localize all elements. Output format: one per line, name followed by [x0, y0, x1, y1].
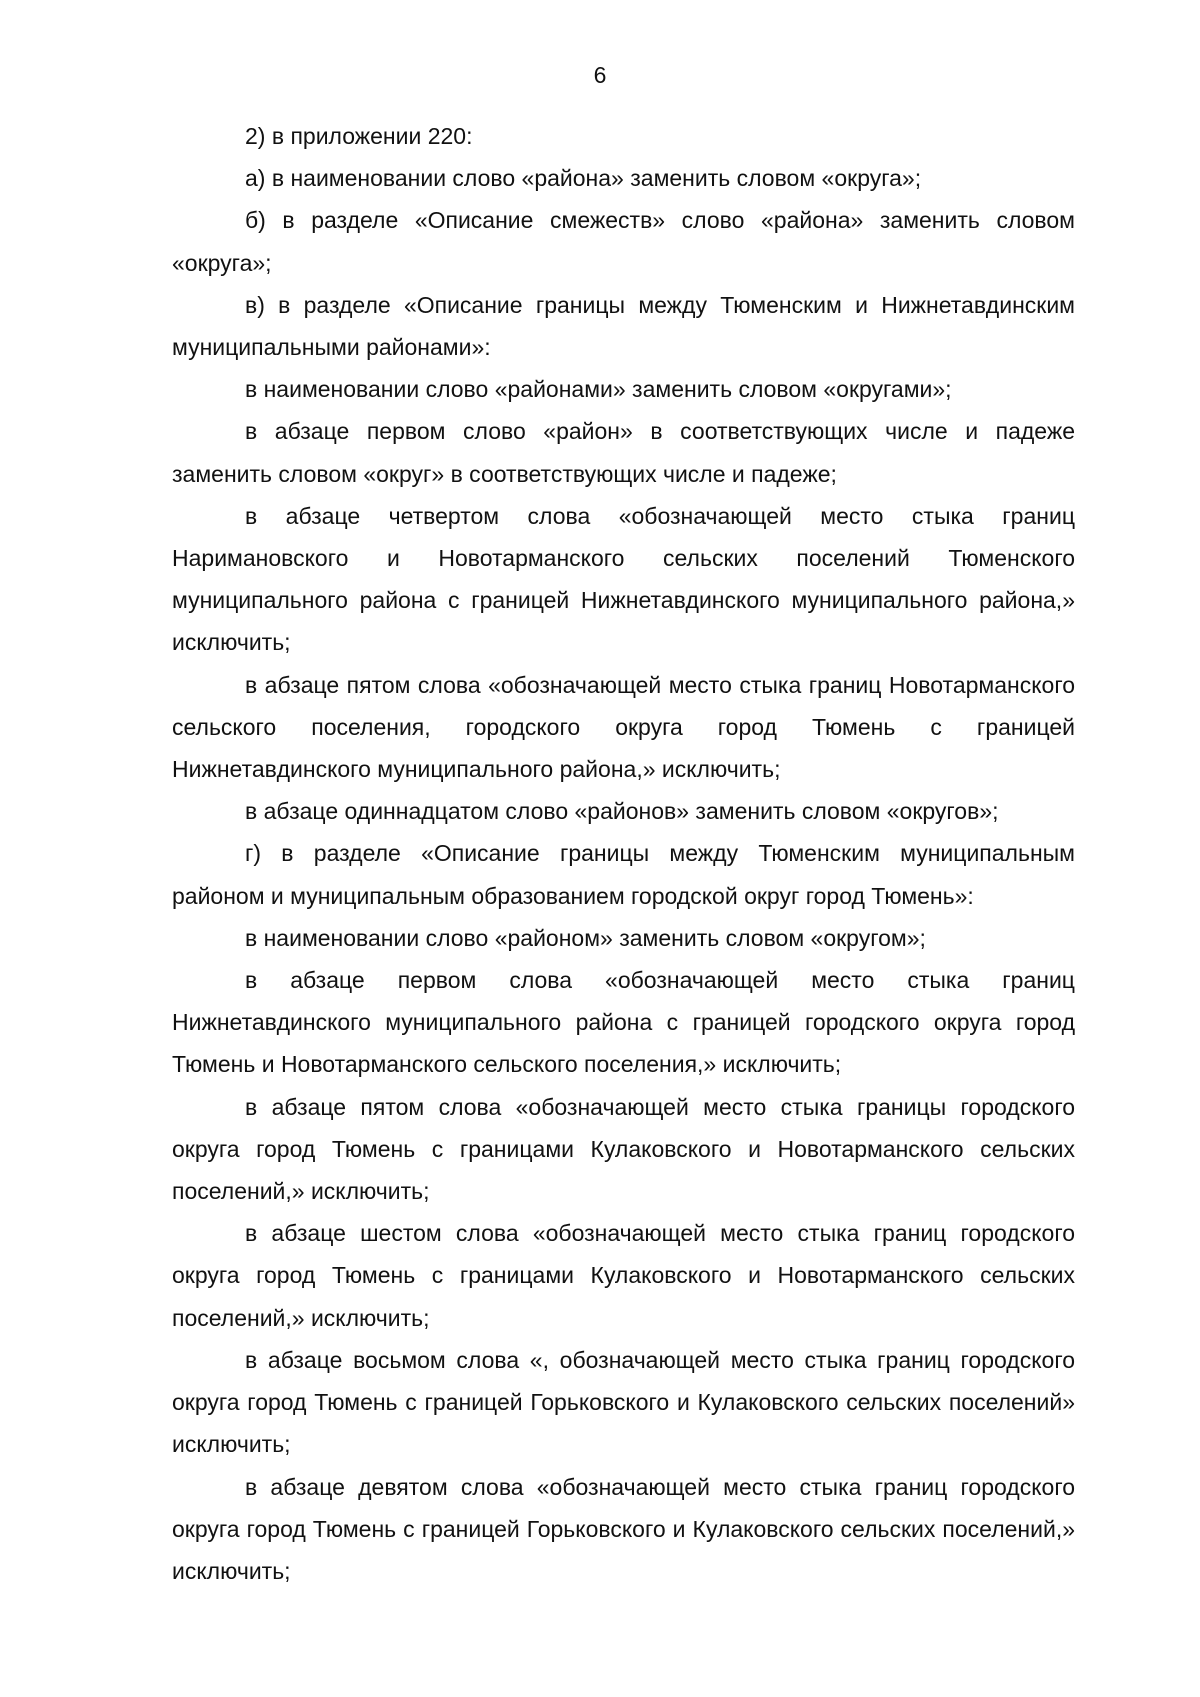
paragraph: в абзаце пятом слова «обозначающей место стыка границ Новотарманского сельского поселения, городского округа город Тюмень с границей Нижнетавдинского муниципального района,» исключить; — [172, 671, 1075, 783]
paragraph: 2) в приложении 220: — [245, 123, 473, 149]
paragraph: а) в наименовании слово «района» заменить словом «округа»; — [245, 165, 922, 192]
paragraph: г) в разделе «Описание границы между Тюменским муниципальным районом и муниципальным образованием городской округ город Тюмень»: — [172, 840, 1075, 909]
document-body — [172, 115, 1075, 1592]
paragraph: в абзаце девятом слова «обозначающей место стыка границ городского округа город Тюмень с границей Горьковского и Кулаковского сельских поселений,» исключить; — [172, 1473, 1075, 1584]
paragraph: в абзаце восьмом слова «, обозначающей место стыка границ городского округа город Тюмень с границей Горьковского и Кулаковского сельских поселений» исключить; — [172, 1346, 1075, 1458]
paragraph: в абзаце первом слово «район» в соответствующих числе и падеже заменить словом «округ» в соответствующих числе и падеже; — [172, 418, 1075, 487]
paragraph: в абзаце четвертом слова «обозначающей место стыка границ Наримановского и Новотарманского сельских поселений Тюменского муниципального района с границей Нижнетавдинского муниципального района,» исключить; — [172, 502, 1075, 656]
paragraph: в абзаце пятом слова «обозначающей место стыка границы городского округа город Тюмень с границами Кулаковского и Новотарманского сельских поселений,» исключить; — [172, 1093, 1075, 1205]
paragraph: в абзаце первом слова «обозначающей место стыка границ Нижнетавдинского муниципального района с границей городского округа город Тюмень и Новотарманского сельского поселения,» исключить; — [172, 967, 1075, 1078]
page-number: 6 — [593, 62, 607, 88]
paragraph: б) в разделе «Описание смежеств» слово «района» заменить словом «округа»; — [172, 207, 1075, 276]
paragraph: в абзаце шестом слова «обозначающей место стыка границ городского округа город Тюмень с границами Кулаковского и Новотарманского сельских поселений,» исключить; — [172, 1220, 1075, 1331]
paragraph: в абзаце одиннадцатом слово «районов» заменить словом «округов»; — [245, 798, 999, 825]
paragraph: в) в разделе «Описание границы между Тюменским и Нижнетавдинским муниципальными районами»: — [172, 291, 1075, 361]
paragraph: в наименовании слово «районом» заменить словом «округом»; — [245, 924, 926, 951]
paragraph: в наименовании слово «районами» заменить словом «округами»; — [245, 376, 952, 403]
